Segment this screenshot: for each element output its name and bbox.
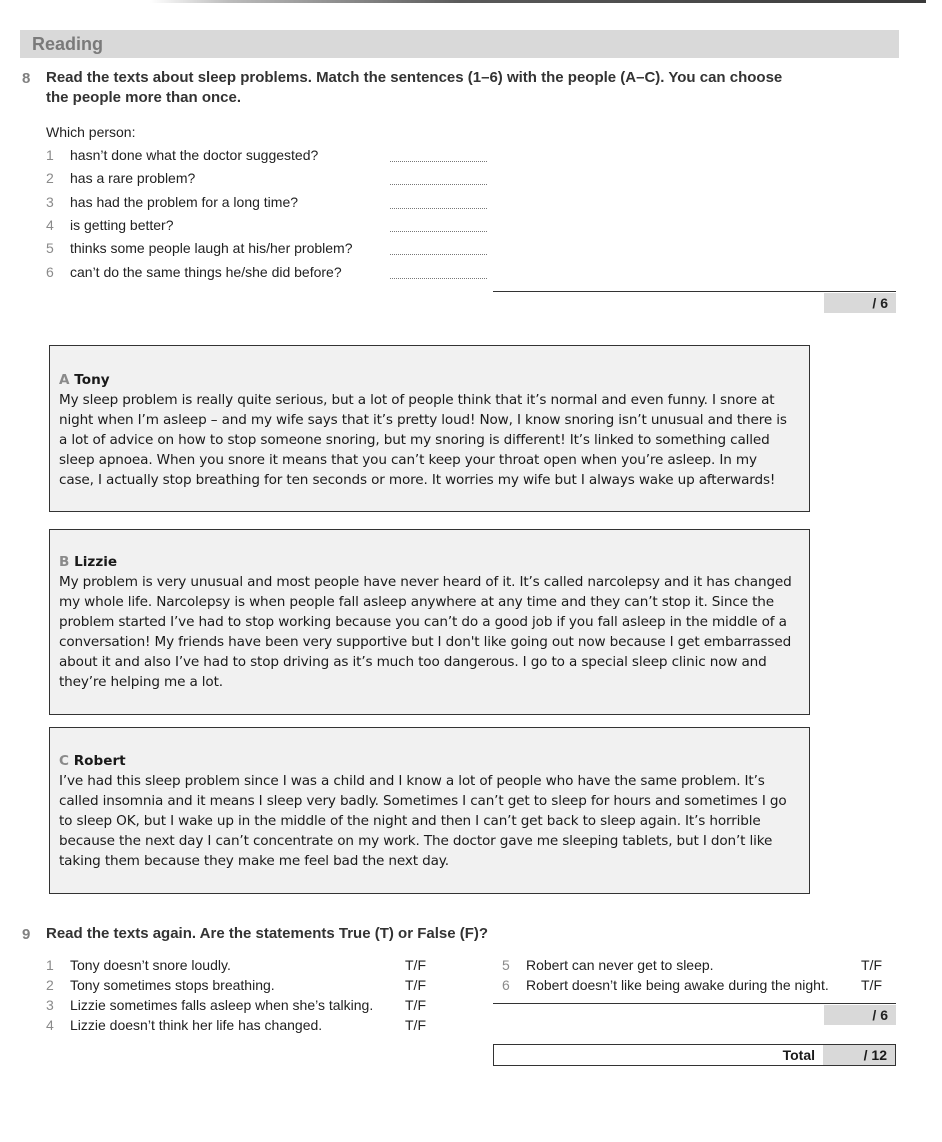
exercise-8-instruction-line-1: Read the texts about sleep problems. Match the sentences (1–6) with the people (A–C). You can choose	[46, 69, 783, 86]
question-number: 4	[46, 217, 54, 233]
text-line: problem started I’ve had to stop working because you can’t do a good job if you fall asleep in the middle of a	[59, 614, 787, 630]
text-body	[59, 390, 800, 490]
question-number: 1	[46, 147, 54, 163]
text-heading	[59, 370, 800, 390]
question-text: is getting better?	[70, 217, 174, 233]
section-title: Reading	[32, 34, 104, 54]
text-line: My sleep problem is really quite serious, but a lot of people think that it’s normal and even funny. I snore at	[59, 392, 775, 408]
statement-number: 4	[46, 1017, 54, 1033]
text-letter: C	[59, 753, 69, 769]
question-text: hasn’t done what the doctor suggested?	[70, 147, 319, 163]
text-line: night when I’m asleep – and my wife says that it’s pretty loud! Now, I know snoring isn’t unusual and there is	[59, 412, 787, 428]
text-line: they’re helping me a lot.	[59, 674, 223, 690]
statement-text: Robert doesn’t like being awake during the night.	[526, 977, 829, 993]
true-false-choice[interactable]: T/F	[405, 1017, 426, 1033]
answer-blank[interactable]	[390, 161, 487, 162]
answer-blank[interactable]	[390, 254, 487, 255]
statement-number: 3	[46, 997, 54, 1013]
true-false-choice[interactable]: T/F	[861, 977, 882, 993]
statement-number: 2	[46, 977, 54, 993]
text-line: a lot of advice on how to stop someone snoring, but my snoring is different! It’s linked to something called	[59, 432, 770, 448]
statement-number: 5	[502, 957, 510, 973]
exercise-8-score: / 6	[824, 293, 896, 313]
text-box-c	[49, 727, 810, 894]
statement-number: 1	[46, 957, 54, 973]
text-line: to sleep OK, but I wake up in the middle of the night and then I can’t get back to sleep again. It’s horrible	[59, 813, 761, 829]
statement-text: Robert can never get to sleep.	[526, 957, 714, 973]
section-header	[20, 30, 899, 58]
text-line: my whole life. Narcolepsy is when people fall asleep anywhere at any time and they can’t stop it. Since the	[59, 594, 774, 610]
score-divider	[493, 291, 896, 292]
top-decorative-rule	[150, 0, 926, 3]
text-heading	[59, 552, 800, 572]
statement-text: Tony sometimes stops breathing.	[70, 977, 275, 993]
text-line: I’ve had this sleep problem since I was a child and I know a lot of people who have the same problem. It’s	[59, 773, 765, 789]
person-name: Tony	[74, 372, 110, 388]
total-label: Total	[782, 1047, 815, 1063]
question-text: has a rare problem?	[70, 170, 196, 186]
text-box-b	[49, 529, 810, 715]
person-name: Lizzie	[74, 554, 118, 570]
true-false-choice[interactable]: T/F	[405, 977, 426, 993]
text-line: sleep apnoea. When you snore it means that you can’t keep your throat open when you’re asleep. In my	[59, 452, 757, 468]
text-body	[59, 771, 800, 871]
text-line: about it and also I’ve had to stop driving as it’s much too dangerous. I go to a special sleep clinic now and	[59, 654, 767, 670]
person-name: Robert	[73, 753, 126, 769]
text-body	[59, 572, 800, 692]
question-text: can’t do the same things he/she did before?	[70, 264, 342, 280]
question-number: 5	[46, 240, 54, 256]
exercise-9-instruction: Read the texts again. Are the statements True (T) or False (F)?	[46, 925, 489, 942]
text-line: because the next day I can’t concentrate on my work. The doctor gave me sleeping tablets, but I don’t like	[59, 833, 773, 849]
text-line: called insomnia and it means I sleep very badly. Sometimes I can’t get to sleep for hours and sometimes I go	[59, 793, 787, 809]
answer-blank[interactable]	[390, 278, 487, 279]
question-text: has had the problem for a long time?	[70, 194, 299, 210]
text-line: conversation! My friends have been very supportive but I don't like going out now because I get embarrassed	[59, 634, 792, 650]
text-line: My problem is very unusual and most people have never heard of it. It’s called narcolepsy and it has changed	[59, 574, 792, 590]
statement-number: 6	[502, 977, 510, 993]
text-line: case, I actually stop breathing for ten seconds or more. It worries my wife but I always wake up afterwards!	[59, 472, 776, 488]
answer-blank[interactable]	[390, 231, 487, 232]
exercise-8-instruction	[46, 68, 782, 108]
score-divider	[493, 1003, 896, 1004]
statement-text: Lizzie doesn’t think her life has changed.	[70, 1017, 323, 1033]
text-line: taking them because they make me feel bad the next day.	[59, 853, 449, 869]
text-box-a	[49, 345, 810, 512]
true-false-choice[interactable]: T/F	[405, 997, 426, 1013]
exercise-8-instruction-line-2: the people more than once.	[46, 89, 242, 106]
exercise-9-score: / 6	[824, 1005, 896, 1025]
question-number: 6	[46, 264, 54, 280]
which-person-prompt: Which person:	[46, 124, 136, 140]
statement-text: Tony doesn’t snore loudly.	[70, 957, 231, 973]
total-score: / 12	[823, 1045, 895, 1065]
text-letter: A	[59, 372, 70, 388]
exercise-8-number: 8	[22, 70, 31, 87]
text-letter: B	[59, 554, 70, 570]
true-false-choice[interactable]: T/F	[861, 957, 882, 973]
answer-blank[interactable]	[390, 208, 487, 209]
question-number: 3	[46, 194, 54, 210]
question-number: 2	[46, 170, 54, 186]
text-heading	[59, 751, 800, 771]
question-text: thinks some people laugh at his/her problem?	[70, 240, 353, 256]
exercise-9-number: 9	[22, 926, 31, 943]
answer-blank[interactable]	[390, 184, 487, 185]
total-score-box	[493, 1044, 896, 1066]
true-false-choice[interactable]: T/F	[405, 957, 426, 973]
statement-text: Lizzie sometimes falls asleep when she’s talking.	[70, 997, 374, 1013]
